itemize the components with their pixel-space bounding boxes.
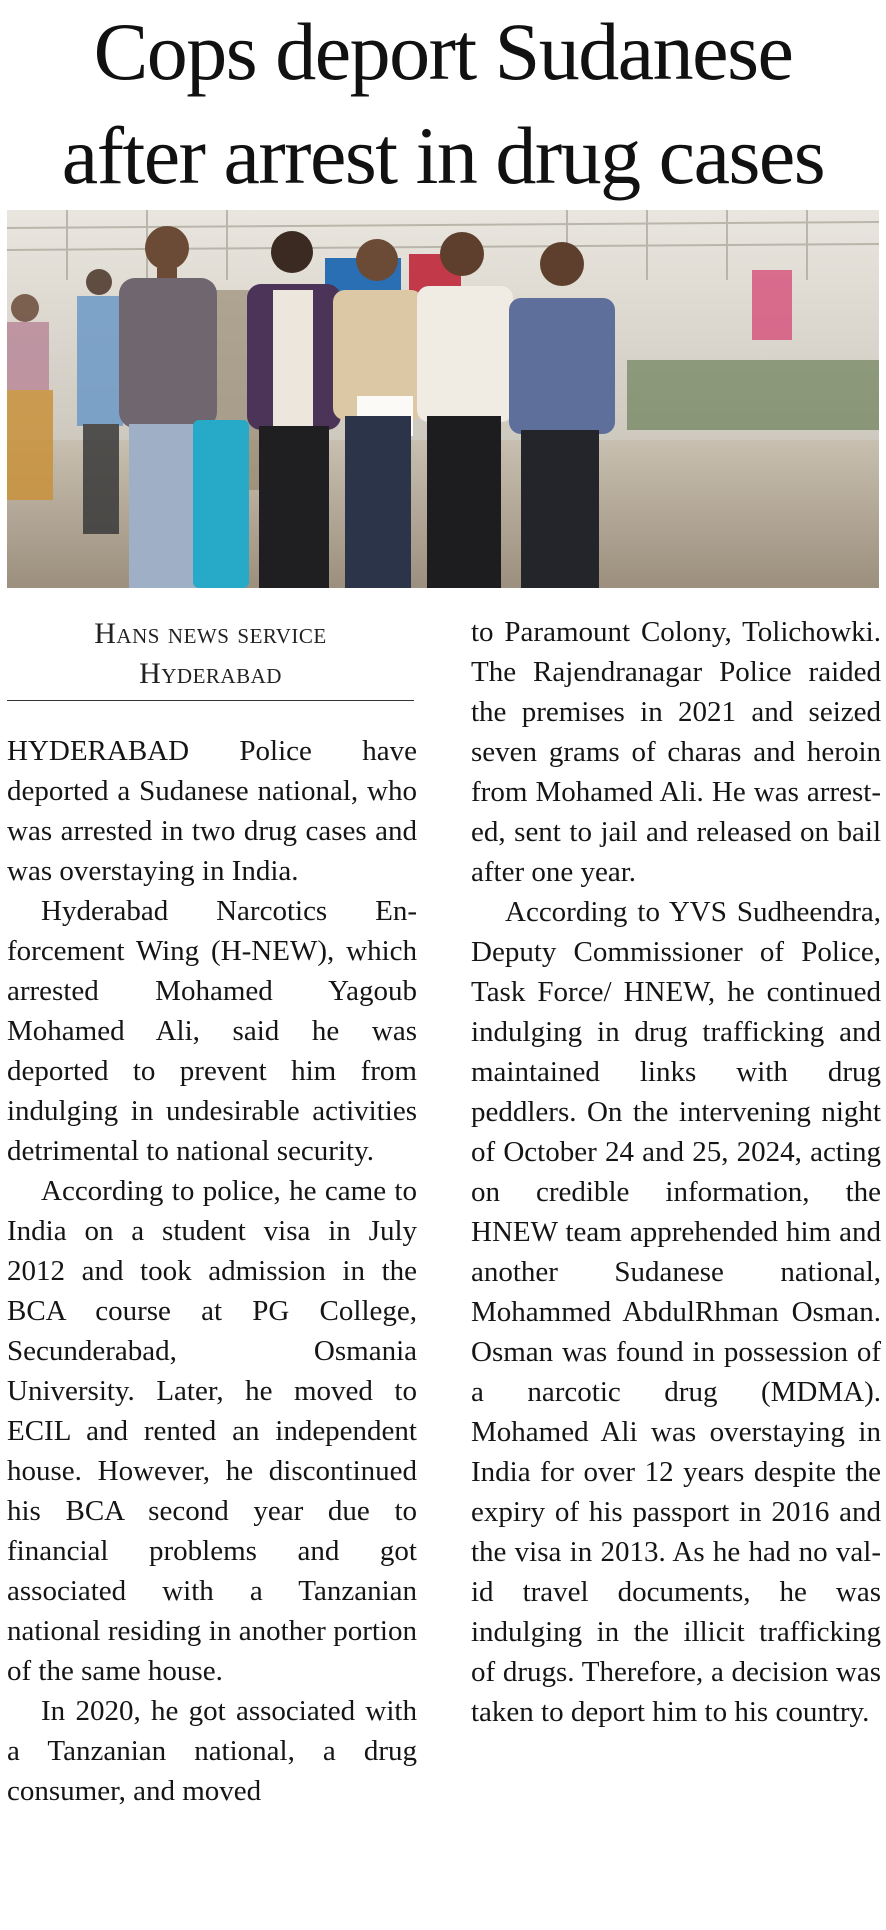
article-paragraph: HYDERABAD Police have deported a Sudanese national, who was arrested in two drug cases and was overstaying in India. [7,735,417,887]
article-paragraph: According to YVS Sudheendra, Deputy Commissioner of Police, Task Force/ HNEW, he continued indulging in drug trafficking and maintained links with drug peddlers. On the intervening night of October 24 and 25, 2024, acting on credible information, the HNEW team apprehended him and another Sudanese national, Mohammed AbdulRhman Osman. Osman was found in possession of a narcotic drug (MDMA). Mohamed Ali was overstaying in India for over 12 years despite the expiry of his passport in 2016 and the visa in 2013. As he had no valid travel documents, he was indulging in the illicit trafficking of drugs. Therefore, a decision was taken to deport him to his country. [471,896,881,1728]
photo-airport-group-image [7,210,879,588]
byline-divider [7,700,414,701]
byline [7,614,414,694]
article-paragraph: Hyderabad Narcotics Enforcement Wing (H-NEW), which arrested Mohamed Yagoub Mohamed Ali, said he was deported to prevent him from indulging in undesirable activities detrimental to national security. [7,895,417,1167]
headline-line-1: Cops deport Sudanese [93,6,793,97]
article-paragraph: In 2020, he got associated with a Tanzanian national, a drug consumer, and moved [7,1695,417,1807]
photo-illustration [7,210,879,588]
headline-line-2: after arrest in drug cases [61,110,825,201]
article-column-right [471,612,881,1732]
article-paragraph: to Paramount Colony, Tolichowki. The Rajendranagar Police raided the premises in 2021 and seized seven grams of charas and heroin from Mohamed Ali. He was arrested, sent to jail and released on bail after one year. [471,616,881,888]
article-column-left [7,731,417,1811]
byline-location: Hyderabad [139,657,282,690]
article-paragraph: According to police, he came to India on a student visa in July 2012 and took admission in the BCA course at PG College, Secunderabad, Osmania University. Later, he moved to ECIL and rented an independent house. However, he discontinued his BCA second year due to financial problems and got associated with a Tanzanian national residing in another portion of the same house. [7,1175,417,1687]
byline-agency: Hans news service [94,617,327,650]
